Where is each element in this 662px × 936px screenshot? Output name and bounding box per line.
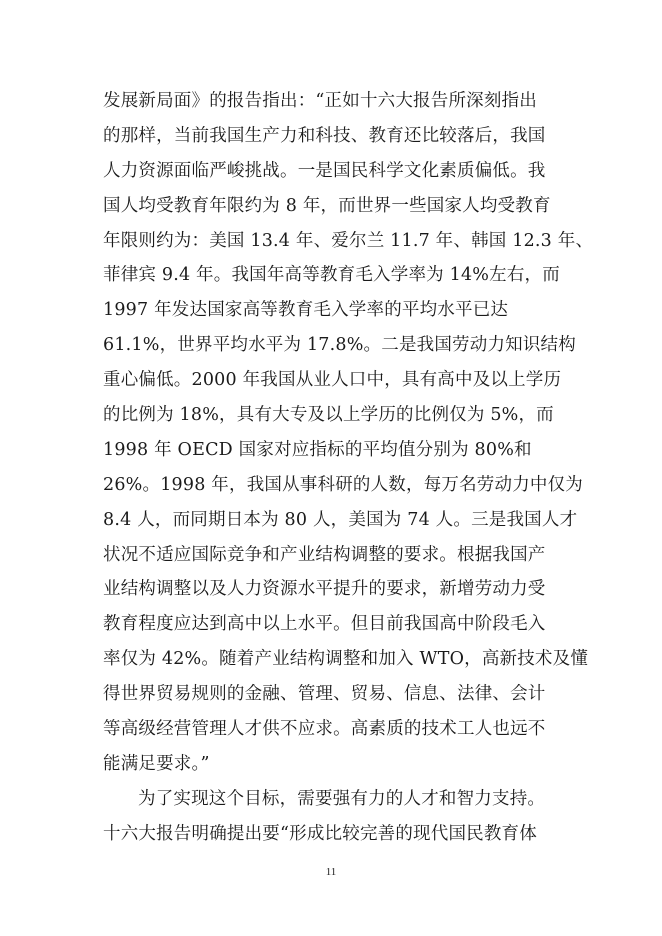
text-line: 8.4 人，而同期日本为 80 人，美国为 74 人。三是我国人才 — [103, 509, 578, 530]
text-line: 菲律宾 9.4 年。我国年高等教育毛入学率为 14%左右，而 — [103, 265, 560, 286]
paragraph-first-line: 为了实现这个目标，需要强有力的人才和智力支持。 — [138, 788, 546, 809]
text-line: 26%。1998 年，我国从事科研的人数，每万名劳动力中仅为 — [103, 474, 583, 495]
text-line: 发展新局面》的报告指出：“正如十六大报告所深刻指出 — [103, 91, 537, 111]
body-text — [103, 84, 594, 852]
text-line: 等高级经营管理人才供不应求。高素质的技术工人也远不 — [103, 719, 546, 740]
text-line: 1997 年发达国家高等教育毛入学率的平均水平已达 — [103, 300, 509, 321]
text-line: 61.1%，世界平均水平为 17.8%。二是我国劳动力知识结构 — [103, 335, 576, 356]
text-line: 业结构调整以及人力资源水平提升的要求，新增劳动力受 — [103, 579, 546, 600]
text-line: 重心偏低。2000 年我国从业人口中，具有高中及以上学历 — [103, 370, 562, 391]
text-line: 能满足要求。” — [103, 753, 210, 774]
text-line: 十六大报告明确提出要“形成比较完善的现代国民教育体 — [103, 823, 537, 844]
text-line: 得世界贸易规则的金融、管理、贸易、信息、法律、会计 — [103, 684, 546, 705]
text-line: 率仅为 42%。随着产业结构调整和加入 WTO，高新技术及懂 — [103, 649, 589, 670]
text-line: 年限则约为：美国 13.4 年、爱尔兰 11.7 年、韩国 12.3 年、 — [103, 230, 594, 251]
text-line: 的比例为 18%，具有大专及以上学历的比例仅为 5%，而 — [103, 405, 554, 426]
text-line: 国人均受教育年限约为 8 年，而世界一些国家人均受教育 — [103, 195, 551, 216]
text-line: 教育程度应达到高中以上水平。但目前我国高中阶段毛入 — [103, 614, 546, 635]
text-line: 1998 年 OECD 国家对应指标的平均值分别为 80%和 — [103, 439, 532, 460]
page-number: 11 — [325, 866, 337, 878]
text-line: 状况不适应国际竞争和产业结构调整的要求。根据我国产 — [103, 544, 546, 565]
text-line: 人力资源面临严峻挑战。一是国民科学文化素质偏低。我 — [103, 160, 546, 181]
text-line: 的那样，当前我国生产力和科技、教育还比较落后，我国 — [103, 125, 546, 146]
